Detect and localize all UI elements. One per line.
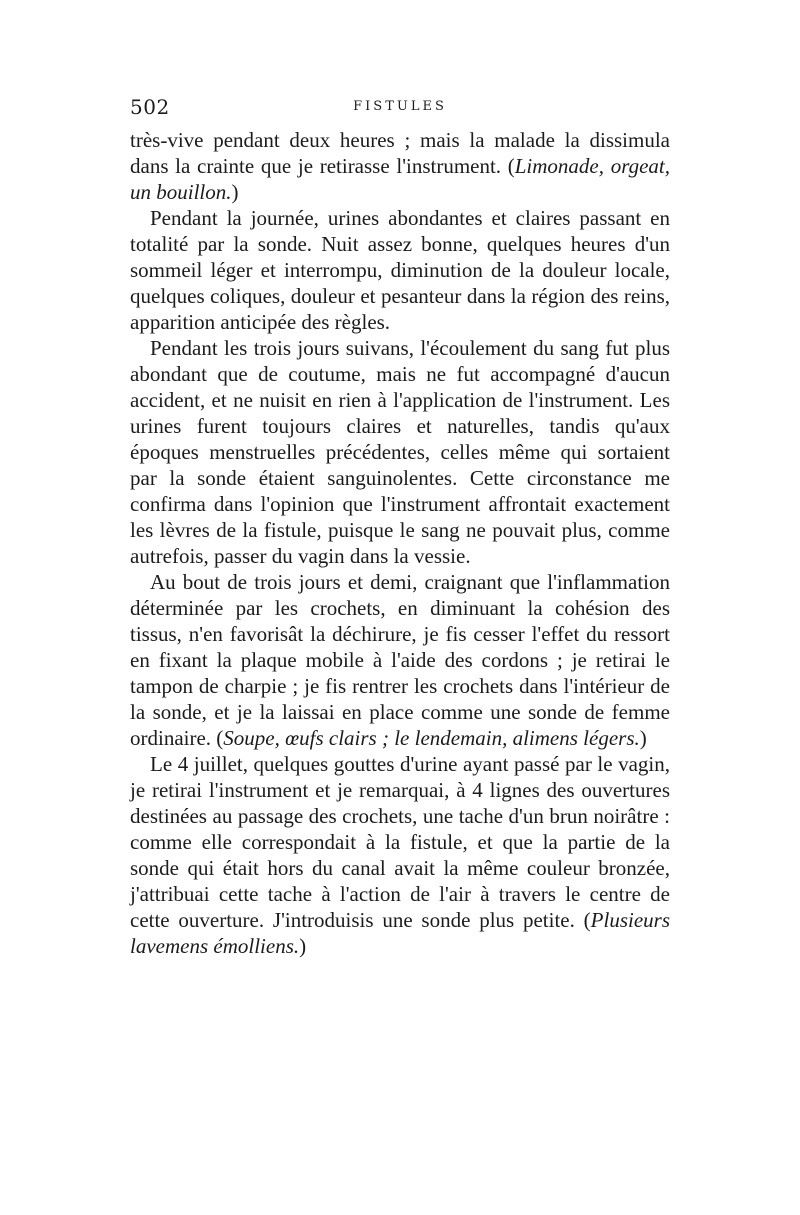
paragraph-2: [130, 205, 670, 335]
text-segment: Pendant la journée, urines abondantes et claires passant en totalité par la sonde. Nuit assez bonne, quelques heures d'un sommeil léger et interrompu, diminution de la douleur locale, quelques coliques, douleur et pesanteur dans la région des reins, apparition anticipée des règles.: [130, 206, 670, 334]
page-header: [130, 95, 670, 125]
text-segment: Pendant les trois jours suivans, l'écoulement du sang fut plus abondant que de coutume, mais ne fut accompagné d'aucun accident, et ne nuisit en rien à l'application de l'instrument. Les urines furent toujours claires et naturelles, tandis qu'aux époques menstruelles précédentes, celles même qui sortaient par la sonde étaient sanguinolentes. Cette circonstance me confirma dans l'opinion que l'instrument affrontait exactement les lèvres de la fistule, puisque le sang ne pouvait plus, comme autrefois, passer du vagin dans la vessie.: [130, 336, 670, 568]
paragraph-3: [130, 335, 670, 569]
running-title: FISTULES: [353, 99, 447, 114]
body-text: [130, 127, 670, 959]
italic-segment: Limonade, orgeat, un bouillon.: [130, 154, 670, 204]
text-segment: Au bout de trois jours et demi, craignant que l'inflammation déterminée par les crochets, en diminuant la cohésion des tissus, n'en favorisât la déchirure, je fis cesser l'effet du ressort en fixant la plaque mobile à l'aide des cordons ; je retirai le tampon de charpie ; je fis rentrer les crochets dans l'intérieur de la sonde, et je la laissai en place comme une sonde de femme ordinaire. (: [130, 570, 670, 750]
paragraph-4: [130, 569, 670, 751]
page-number: 502: [130, 95, 170, 119]
text-segment: ): [231, 180, 239, 204]
text-segment: ): [639, 726, 647, 750]
text-segment: très-vive pendant deux heures ; mais la malade la dissimula dans la crainte que je retirasse l'instrument. (: [130, 128, 670, 178]
text-segment: Le 4 juillet, quelques gouttes d'urine ayant passé par le vagin, je retirai l'instrument et je remarquai, à 4 lignes des ouvertures destinées au passage des crochets, une tache d'un brun noirâtre : comme elle correspondait à la fistule, et que la partie de la sonde qui était hors du canal avait la même couleur bronzée, j'attribuai cette tache à l'action de l'air à travers le centre de cette ouverture. J'introduisis une sonde plus petite. (: [130, 752, 670, 932]
paragraph-1: [130, 127, 670, 205]
text-segment: ): [299, 934, 307, 958]
italic-segment: Soupe, œufs clairs ; le lendemain, alimens légers.: [223, 726, 640, 750]
paragraph-5: [130, 751, 670, 959]
italic-segment: Plusieurs lavemens émolliens.: [130, 908, 670, 958]
book-page: [130, 95, 670, 959]
